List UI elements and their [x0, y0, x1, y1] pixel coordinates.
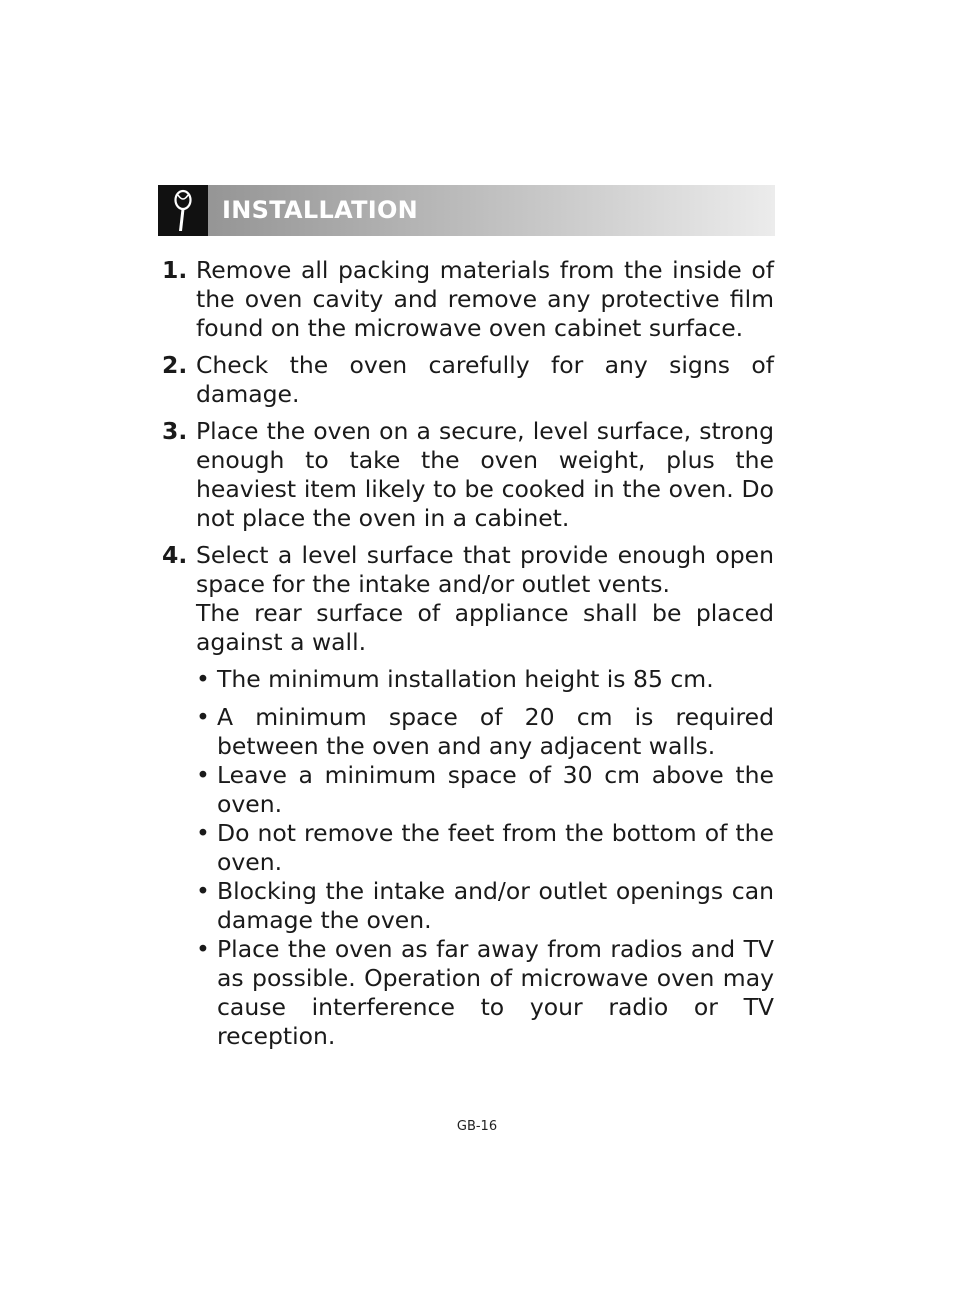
list-item: [196, 877, 774, 935]
step-text: Place the oven on a secure, level surface, strong enough to take the oven weight, plus the heaviest item likely to be cooked in the oven. Do not place the oven in a cabinet.: [196, 417, 774, 532]
page-number: GB-16: [456, 1119, 498, 1134]
bullet-symbol: •: [196, 877, 210, 905]
bullet-symbol: •: [196, 935, 210, 963]
spoon-tool-icon: [158, 185, 208, 236]
bullet-symbol: •: [196, 703, 210, 731]
installation-instructions: [162, 256, 774, 1059]
section-title: INSTALLATION: [222, 196, 419, 224]
bullet-symbol: •: [196, 819, 210, 847]
bullet-symbol: •: [196, 761, 210, 789]
step-number: 1.: [162, 256, 188, 284]
step-number: 2.: [162, 351, 188, 379]
bullet-text: Place the oven as far away from radios and TV as possible. Operation of microwave oven may cause interference to your radio or TV reception.: [217, 935, 774, 1050]
bullet-symbol: •: [196, 665, 210, 693]
list-item: [196, 819, 774, 877]
bullet-text: Do not remove the feet from the bottom of the oven.: [217, 819, 774, 876]
bullet-text: The minimum installation height is 85 cm.: [217, 665, 714, 693]
step-text: Remove all packing materials from the inside of the oven cavity and remove any protective film found on the microwave oven cabinet surface.: [196, 256, 774, 342]
step-1: [162, 256, 774, 343]
step-text: Check the oven carefully for any signs of damage.: [196, 351, 774, 408]
list-item: [196, 935, 774, 1051]
bullet-text: Leave a minimum space of 30 cm above the oven.: [217, 761, 774, 818]
bullet-text: Blocking the intake and/or outlet openings can damage the oven.: [217, 877, 774, 934]
section-header: [158, 185, 775, 236]
step-text-continued: The rear surface of appliance shall be placed against a wall.: [196, 599, 774, 656]
list-item: [196, 665, 774, 694]
step-text: Select a level surface that provide enough open space for the intake and/or outlet vents.: [196, 541, 774, 598]
list-item: [196, 761, 774, 819]
bullet-text: A minimum space of 20 cm is required between the oven and any adjacent walls.: [217, 703, 774, 760]
step-3: [162, 417, 774, 533]
step-2: [162, 351, 774, 409]
step-4: [162, 541, 774, 1051]
list-item: [196, 703, 774, 761]
step-number: 3.: [162, 417, 188, 445]
bullet-list: [196, 665, 774, 1051]
step-number: 4.: [162, 541, 188, 569]
